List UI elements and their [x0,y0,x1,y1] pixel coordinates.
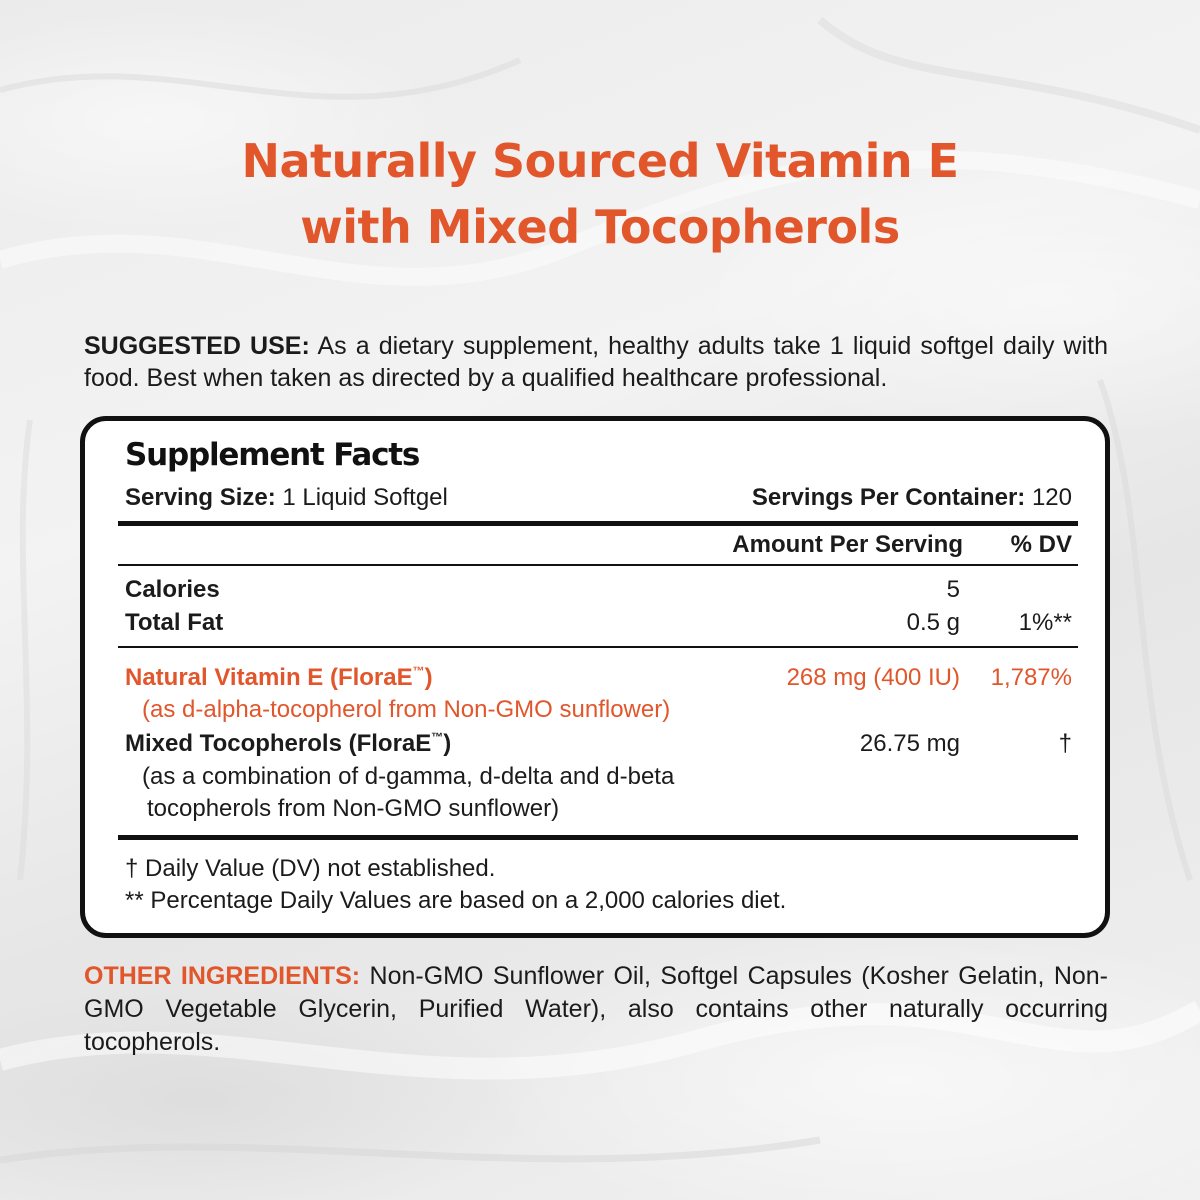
thick-divider-bottom [118,835,1078,840]
mixed-tocopherols-amount: 26.75 mg [859,730,960,757]
serving-size-value: 1 Liquid Softgel [275,484,448,511]
mixed-tocopherols-close: ) [443,730,452,757]
thin-divider-nutrients [118,646,1078,648]
column-header-dv: % DV [1010,531,1072,558]
footnote-daily-values: ** Percentage Daily Values are based on a 2,000 calories diet. [125,887,787,914]
vitamin-e-source: (as d-alpha-tocopherol from Non-GMO sunflower) [142,696,671,723]
suggested-use-label: SUGGESTED USE: [84,332,310,360]
facts-title: Supplement Facts [125,437,420,473]
mixed-tocopherols-label [125,730,451,758]
servings-per-container-label: Servings Per Container: [751,484,1026,511]
mixed-tocopherols-trademark: ™ [431,730,444,744]
supplement-facts-panel [80,416,1110,938]
other-ingredients [84,960,1108,1059]
mixed-tocopherols-source-line-2: tocopherols from Non-GMO sunflower) [147,795,560,822]
other-ingredients-text: Non-GMO Sunflower Oil, Softgel Capsules (Kosher Gelatin, Non-GMO Vegetable Glycerin, Purified Water), also contains other naturally occurring tocopherols. [84,962,1109,1056]
thin-divider-header [118,564,1078,566]
mixed-tocopherols-name: Mixed Tocopherols (FloraE [125,730,432,757]
headline-line-2: with Mixed Tocopherols [300,200,900,254]
total-fat-dv: 1%** [1018,609,1072,636]
vitamin-e-amount: 268 mg (400 IU) [786,664,960,691]
total-fat-label: Total Fat [125,609,224,636]
serving-size [125,484,448,512]
calories-amount: 5 [946,576,960,603]
servings-per-container [752,484,1072,512]
other-ingredients-label: OTHER INGREDIENTS: [84,962,361,990]
mixed-tocopherols-source-line-1: (as a combination of d-gamma, d-delta and d-beta [142,763,675,790]
thick-divider-top [118,521,1078,526]
vitamin-e-trademark: ™ [412,664,425,678]
servings-per-container-value: 120 [1025,484,1072,511]
serving-size-label: Serving Size: [125,484,276,511]
suggested-use [84,330,1108,394]
footnote-dagger: † Daily Value (DV) not established. [125,855,496,882]
total-fat-amount: 0.5 g [906,609,960,636]
vitamin-e-label [125,664,433,692]
headline [0,128,1200,260]
vitamin-e-name: Natural Vitamin E (FloraE [125,664,413,691]
calories-label: Calories [125,576,220,603]
vitamin-e-close: ) [424,664,433,691]
headline-line-1: Naturally Sourced Vitamin E [241,134,959,188]
column-header-amount: Amount Per Serving [732,531,963,558]
vitamin-e-dv: 1,787% [990,664,1072,691]
mixed-tocopherols-dv: † [1058,730,1072,757]
suggested-use-text: As a dietary supplement, healthy adults take 1 liquid softgel daily with food. Best when taken as directed by a qualified healthcare professional. [84,332,1108,392]
